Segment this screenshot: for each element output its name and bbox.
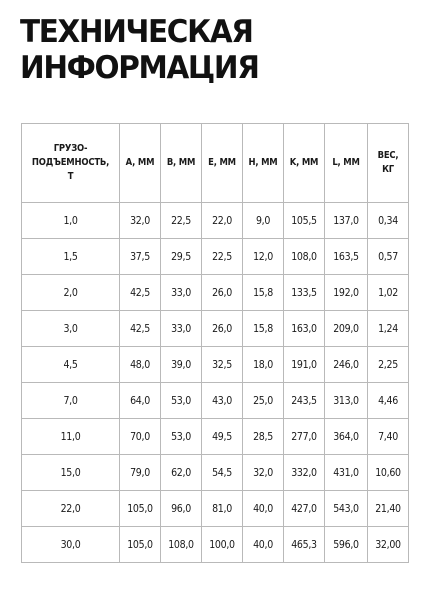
cell-l: 209,0 xyxy=(325,311,368,347)
cell-l: 364,0 xyxy=(325,419,368,455)
cell-e: 100,0 xyxy=(202,527,243,563)
cell-k: 191,0 xyxy=(284,347,325,383)
cell-k: 243,5 xyxy=(284,383,325,419)
cell-a: 105,0 xyxy=(120,491,161,527)
cell-l: 163,5 xyxy=(325,239,368,275)
cell-weight: 0,57 xyxy=(368,239,409,275)
cell-k: 133,5 xyxy=(284,275,325,311)
table-row xyxy=(22,455,409,491)
table-row xyxy=(22,419,409,455)
cell-h: 15,8 xyxy=(243,311,284,347)
table-row xyxy=(22,275,409,311)
cell-capacity: 30,0 xyxy=(22,527,120,563)
cell-capacity: 3,0 xyxy=(22,311,120,347)
cell-k: 427,0 xyxy=(284,491,325,527)
cell-k: 277,0 xyxy=(284,419,325,455)
cell-l: 192,0 xyxy=(325,275,368,311)
cell-weight: 10,60 xyxy=(368,455,409,491)
cell-l: 313,0 xyxy=(325,383,368,419)
cell-a: 48,0 xyxy=(120,347,161,383)
cell-weight: 4,46 xyxy=(368,383,409,419)
header-row xyxy=(22,124,409,203)
cell-l: 431,0 xyxy=(325,455,368,491)
cell-capacity: 2,0 xyxy=(22,275,120,311)
cell-a: 32,0 xyxy=(120,203,161,239)
table-row xyxy=(22,383,409,419)
cell-k: 108,0 xyxy=(284,239,325,275)
cell-h: 12,0 xyxy=(243,239,284,275)
cell-a: 64,0 xyxy=(120,383,161,419)
cell-e: 49,5 xyxy=(202,419,243,455)
cell-e: 26,0 xyxy=(202,311,243,347)
cell-weight: 0,34 xyxy=(368,203,409,239)
cell-b: 96,0 xyxy=(161,491,202,527)
cell-b: 29,5 xyxy=(161,239,202,275)
cell-h: 18,0 xyxy=(243,347,284,383)
cell-e: 22,5 xyxy=(202,239,243,275)
cell-b: 108,0 xyxy=(161,527,202,563)
table-body xyxy=(22,203,409,563)
cell-b: 39,0 xyxy=(161,347,202,383)
cell-k: 163,0 xyxy=(284,311,325,347)
specs-table xyxy=(21,123,409,563)
cell-weight: 21,40 xyxy=(368,491,409,527)
cell-k: 465,3 xyxy=(284,527,325,563)
cell-a: 37,5 xyxy=(120,239,161,275)
cell-weight: 7,40 xyxy=(368,419,409,455)
table-row xyxy=(22,239,409,275)
cell-l: 596,0 xyxy=(325,527,368,563)
cell-l: 543,0 xyxy=(325,491,368,527)
cell-k: 105,5 xyxy=(284,203,325,239)
cell-b: 62,0 xyxy=(161,455,202,491)
page-title xyxy=(20,14,259,86)
header-capacity: ГРУЗО- ПОДЪЕМНОСТЬ, Т xyxy=(22,124,120,203)
header-h: H, ММ xyxy=(243,124,284,203)
title-line-2: ИНФОРМАЦИЯ xyxy=(20,50,259,86)
cell-a: 79,0 xyxy=(120,455,161,491)
cell-a: 105,0 xyxy=(120,527,161,563)
cell-a: 42,5 xyxy=(120,311,161,347)
cell-h: 40,0 xyxy=(243,527,284,563)
cell-capacity: 7,0 xyxy=(22,383,120,419)
cell-b: 22,5 xyxy=(161,203,202,239)
cell-l: 246,0 xyxy=(325,347,368,383)
cell-h: 40,0 xyxy=(243,491,284,527)
cell-b: 33,0 xyxy=(161,275,202,311)
header-b: B, ММ xyxy=(161,124,202,203)
table-row xyxy=(22,491,409,527)
title-line-1: ТЕХНИЧЕСКАЯ xyxy=(20,14,253,50)
cell-capacity: 1,0 xyxy=(22,203,120,239)
cell-h: 28,5 xyxy=(243,419,284,455)
header-a: A, ММ xyxy=(120,124,161,203)
cell-b: 53,0 xyxy=(161,419,202,455)
cell-weight: 1,24 xyxy=(368,311,409,347)
cell-k: 332,0 xyxy=(284,455,325,491)
header-l: L, ММ xyxy=(325,124,368,203)
table-row xyxy=(22,527,409,563)
cell-e: 32,5 xyxy=(202,347,243,383)
cell-a: 42,5 xyxy=(120,275,161,311)
cell-capacity: 15,0 xyxy=(22,455,120,491)
table-row xyxy=(22,347,409,383)
cell-e: 26,0 xyxy=(202,275,243,311)
cell-l: 137,0 xyxy=(325,203,368,239)
cell-capacity: 11,0 xyxy=(22,419,120,455)
cell-h: 15,8 xyxy=(243,275,284,311)
table-row xyxy=(22,203,409,239)
cell-e: 81,0 xyxy=(202,491,243,527)
cell-h: 9,0 xyxy=(243,203,284,239)
cell-e: 54,5 xyxy=(202,455,243,491)
cell-a: 70,0 xyxy=(120,419,161,455)
cell-weight: 32,00 xyxy=(368,527,409,563)
cell-capacity: 22,0 xyxy=(22,491,120,527)
cell-capacity: 4,5 xyxy=(22,347,120,383)
cell-b: 53,0 xyxy=(161,383,202,419)
header-weight: ВЕС, КГ xyxy=(368,124,409,203)
cell-e: 43,0 xyxy=(202,383,243,419)
cell-weight: 2,25 xyxy=(368,347,409,383)
cell-capacity: 1,5 xyxy=(22,239,120,275)
cell-h: 32,0 xyxy=(243,455,284,491)
cell-e: 22,0 xyxy=(202,203,243,239)
cell-weight: 1,02 xyxy=(368,275,409,311)
cell-b: 33,0 xyxy=(161,311,202,347)
header-k: K, ММ xyxy=(284,124,325,203)
table-row xyxy=(22,311,409,347)
header-e: E, ММ xyxy=(202,124,243,203)
cell-h: 25,0 xyxy=(243,383,284,419)
